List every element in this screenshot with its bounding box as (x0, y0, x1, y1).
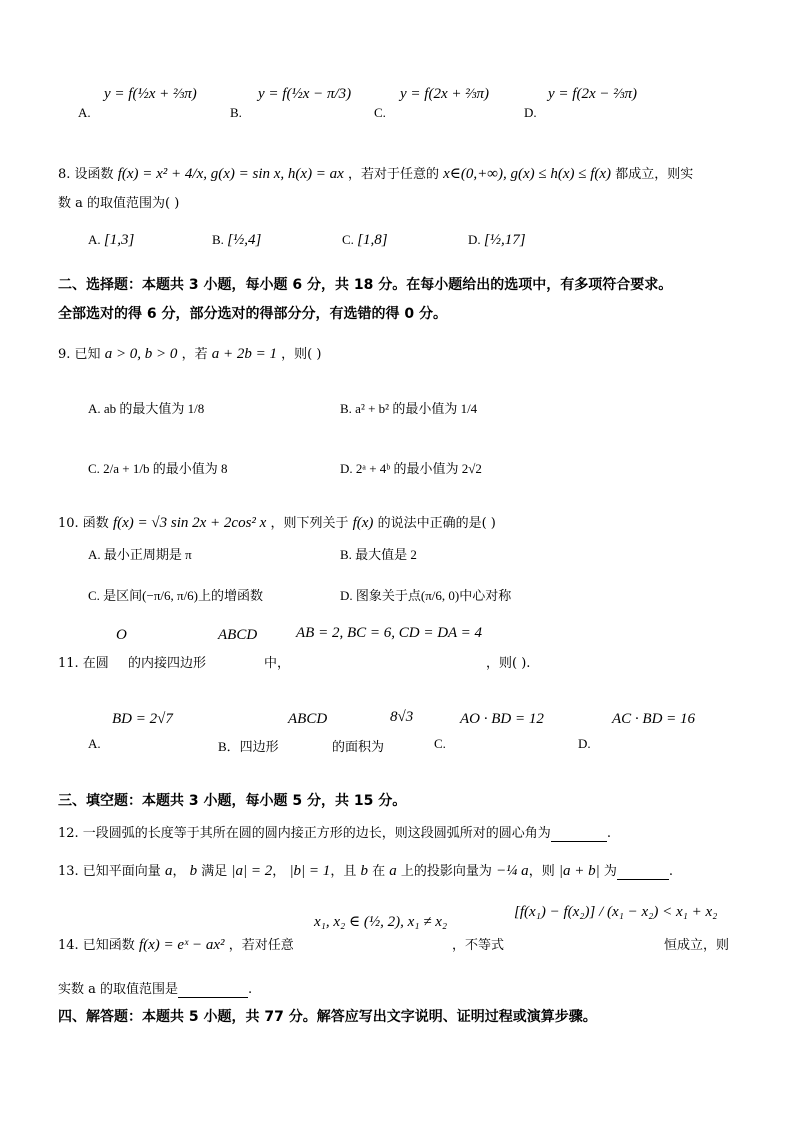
q9-option-c-label: C. (88, 461, 100, 476)
q14-mid2: ，不等式 (452, 938, 505, 953)
q10-option-a-label: A. (88, 547, 101, 562)
q9-option-b-label: B. (340, 401, 352, 416)
q10-option-a (88, 544, 192, 563)
q13-projection: −¼ a (496, 863, 529, 879)
q8-stem-mid: ，若对于任意的 (347, 167, 439, 182)
q9-option-a-label: A. (88, 401, 101, 416)
q14-mid1: ，若对任意 (228, 938, 294, 953)
q11-side-lengths: AB = 2, BC = 6, CD = DA = 4 (296, 625, 483, 641)
q13-vector-a: a (164, 863, 173, 879)
q10-stem-suffix: 的说法中正确的是( ) (377, 516, 496, 531)
q8-functions: f(x) = x² + 4/x, g(x) = sin x, h(x) = ax (117, 166, 344, 182)
q12-stem (58, 822, 611, 842)
q13-result-expr: |a + b| (558, 863, 600, 879)
q10-option-c-label: C. (88, 588, 100, 603)
q11-stem-b: 的内接四边形 (128, 656, 207, 671)
q11-option-c-label: C. (434, 736, 446, 751)
q9-option-d-label: D. (340, 461, 353, 476)
q7-option-b-label: B. (230, 105, 242, 120)
q11-stem-d: ，则( ). (486, 656, 531, 671)
q10-option-d (340, 585, 511, 604)
q7-option-d-expr: y = f(2x − ⅔π) (548, 86, 637, 102)
q14-inequality: [f(x₁) − f(x₂)] / (x₁ − x₂) < x₁ + x₂ (514, 904, 718, 920)
q10-stem-mid: ，则下列关于 (270, 516, 349, 531)
section2-header-line1: 二、选择题：本题共 3 小题，每小题 6 分，共 18 分。在每小题给出的选项中，有多项符合要求。 (58, 277, 673, 293)
q13-mid4: 上的投影向量为 (400, 864, 492, 879)
q8-option-d (468, 232, 526, 249)
q8-stem-line1 (58, 163, 693, 183)
q14-line2-text: 实数 a 的取值范围是 (58, 982, 179, 997)
q10-stem (58, 512, 496, 532)
q8-stem-line2: 数 a 的取值范围为( ) (58, 196, 180, 211)
q8-option-b-label: B. (212, 232, 224, 247)
q13-mid6: 为 (603, 864, 617, 879)
q11-stem-c: 中， (264, 656, 291, 671)
q14-stem-line1 (58, 934, 294, 954)
q7-option-b-expr: y = f(½x − π/3) (258, 86, 352, 102)
q9-option-b (340, 398, 477, 417)
q11-circle-o: O (116, 627, 127, 643)
q10-option-a-text: 最小正周期是 π (103, 547, 192, 562)
q8-stem-prefix: 8. 设函数 (58, 167, 114, 182)
q13-vector-b2: b (360, 863, 368, 879)
q10-fx: f(x) (352, 515, 374, 531)
q14-prefix: 14. 已知函数 (58, 938, 135, 953)
q7-option-d-label: D. (524, 105, 537, 120)
q9-stem-mid: ，若 (181, 347, 208, 362)
q9-stem (58, 343, 321, 363)
q11-option-b-area: 8√3 (390, 709, 414, 725)
q8-option-a (88, 232, 134, 249)
q10-option-d-label: D. (340, 588, 353, 603)
q9-condition: a > 0, b > 0 (104, 346, 178, 362)
q14-condition: x₁, x₂ ∈ (½, 2), x₁ ≠ x₂ (314, 914, 448, 930)
q13-sep2: ， (272, 864, 286, 879)
q13-vector-a2: a (389, 863, 397, 879)
q11-option-b-label: B．四边形 (218, 739, 279, 754)
q10-option-c-text: 是区间(−π/6, π/6)上的增函数 (103, 588, 264, 603)
q8-option-c-expr: [1,8] (357, 232, 388, 248)
q8-condition: x∈(0,+∞), g(x) ≤ h(x) ≤ f(x) (443, 166, 612, 182)
q8-option-b-expr: [½,4] (227, 232, 262, 248)
q9-option-c (88, 458, 228, 477)
q11-option-d-expr: AC · BD = 16 (612, 711, 696, 727)
q10-option-d-text: 图象关于点(π/6, 0)中心对称 (355, 588, 512, 603)
q10-stem-prefix: 10. 函数 (58, 516, 109, 531)
q10-option-c (88, 585, 263, 604)
q14-function: f(x) = eˣ − ax² (138, 937, 225, 953)
q8-option-b (212, 232, 261, 249)
q14-end: . (248, 982, 253, 997)
q11-option-b-abcd: ABCD (288, 711, 328, 727)
q13-sep: ， (172, 864, 186, 879)
q13-norm-a: |a| = 2 (231, 863, 273, 879)
q13-norm-b: |b| = 1 (289, 863, 331, 879)
q11-quad-abcd: ABCD (218, 627, 258, 643)
q9-option-c-text: 2/a + 1/b 的最小值为 8 (103, 461, 228, 476)
q13-mid2: ，且 (330, 864, 357, 879)
q10-option-b-text: 最大值是 2 (355, 547, 417, 562)
q9-option-a (88, 398, 204, 417)
q9-option-d-text: 2ᵃ + 4ᵇ 的最小值为 2√2 (355, 461, 482, 476)
q9-stem-prefix: 9. 已知 (58, 347, 101, 362)
q9-equation: a + 2b = 1 (211, 346, 277, 362)
q8-option-d-label: D. (468, 232, 481, 247)
section3-header: 三、填空题：本题共 3 小题，每小题 5 分，共 15 分。 (58, 793, 407, 809)
q11-stem-a: 11. 在圆 (58, 656, 109, 671)
section2-header-line2: 全部选对的得 6 分，部分选对的得部分分，有选错的得 0 分。 (58, 306, 447, 322)
q9-option-a-text: ab 的最大值为 1/8 (103, 401, 205, 416)
q8-option-c (342, 232, 388, 249)
q7-option-a-expr: y = f(½x + ⅔π) (104, 86, 197, 102)
q13-stem (58, 860, 673, 880)
q13-vector-b: b (189, 863, 198, 879)
q8-option-a-expr: [1,3] (103, 232, 135, 248)
q8-option-a-label: A. (88, 232, 101, 247)
q14-stem-line2 (58, 978, 252, 998)
q12-answer-blank (551, 826, 607, 842)
q7-option-c-expr: y = f(2x + ⅔π) (400, 86, 489, 102)
q11-option-c-expr: AO · BD = 12 (460, 711, 544, 727)
q11-option-a-label: A. (88, 736, 101, 751)
q11-option-a-expr: BD = 2√7 (112, 711, 173, 727)
q9-option-d (340, 458, 482, 477)
q10-option-b (340, 544, 417, 563)
q10-function: f(x) = √3 sin 2x + 2cos² x (112, 515, 267, 531)
q7-option-c-label: C. (374, 105, 386, 120)
q13-mid3: 在 (372, 864, 386, 879)
q11-option-d-label: D. (578, 736, 591, 751)
q13-answer-blank (617, 864, 669, 880)
q9-option-b-text: a² + b² 的最小值为 1/4 (355, 401, 478, 416)
q7-option-a-label: A. (78, 105, 91, 120)
section4-header: 四、解答题：本题共 5 小题，共 77 分。解答应写出文字说明、证明过程或演算步骤。 (58, 1009, 597, 1025)
q13-mid5: ，则 (528, 864, 555, 879)
q8-stem-suffix: 都成立，则实 (615, 167, 694, 182)
q13-mid1: 满足 (201, 864, 228, 879)
q12-text: 12. 一段圆弧的长度等于其所在圆的圆内接正方形的边长，则这段圆弧所对的圆心角为 (58, 826, 551, 841)
q8-option-c-label: C. (342, 232, 354, 247)
q9-stem-suffix: ，则( ) (281, 347, 322, 362)
q10-option-b-label: B. (340, 547, 352, 562)
q13-prefix: 13. 已知平面向量 (58, 864, 161, 879)
q14-post: 恒成立，则 (664, 938, 730, 953)
q11-option-b-label2: 的面积为 (332, 739, 385, 754)
q12-end: . (606, 826, 611, 841)
q14-answer-blank (178, 982, 248, 998)
q8-option-d-expr: [½,17] (483, 232, 526, 248)
q13-end: . (668, 864, 674, 879)
